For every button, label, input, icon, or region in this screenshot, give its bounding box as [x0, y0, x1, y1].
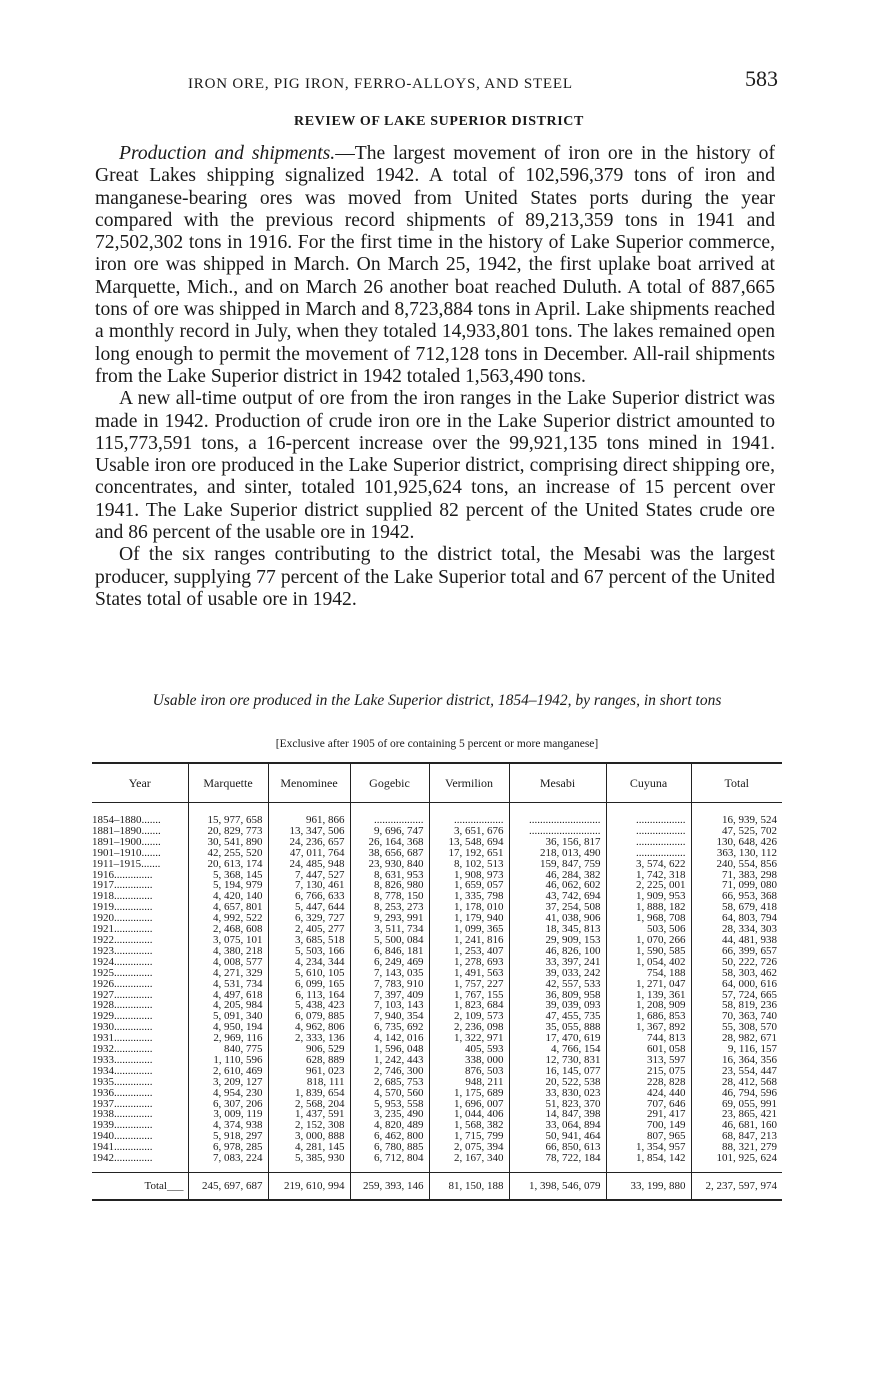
value-cell: 405, 593: [429, 1044, 509, 1055]
value-cell: 159, 847, 759: [509, 859, 606, 870]
value-cell: 1, 367, 892: [606, 1022, 691, 1033]
section-title: REVIEW OF LAKE SUPERIOR DISTRICT: [294, 114, 584, 129]
value-cell: 55, 308, 570: [691, 1022, 782, 1033]
value-cell: 2, 685, 753: [350, 1077, 429, 1088]
value-cell: 71, 099, 080: [691, 880, 782, 891]
value-cell: 4, 962, 806: [268, 1022, 350, 1033]
value-cell: 24, 236, 657: [268, 837, 350, 848]
value-cell: 2, 746, 300: [350, 1066, 429, 1077]
column-header: Marquette: [188, 763, 268, 803]
value-cell: 840, 775: [188, 1044, 268, 1055]
value-cell: 1, 659, 057: [429, 880, 509, 891]
year-cell: 1941..............: [92, 1141, 153, 1154]
value-cell: 64, 000, 616: [691, 979, 782, 990]
value-cell: 338, 000: [429, 1055, 509, 1066]
value-cell: 33, 830, 023: [509, 1088, 606, 1099]
year-cell: 1926..............: [92, 977, 153, 990]
column-header: Gogebic: [350, 763, 429, 803]
value-cell: 3, 574, 622: [606, 859, 691, 870]
value-cell: 44, 481, 938: [691, 935, 782, 946]
value-cell: 3, 000, 888: [268, 1131, 350, 1142]
value-cell: 8, 253, 273: [350, 902, 429, 913]
value-cell: 1, 757, 227: [429, 979, 509, 990]
value-cell: 47, 011, 764: [268, 848, 350, 859]
value-cell: 2, 468, 608: [188, 924, 268, 935]
value-cell: 13, 347, 506: [268, 826, 350, 837]
paragraph-production-shipments: [95, 143, 775, 388]
value-cell: 68, 847, 213: [691, 1131, 782, 1142]
value-cell: 4, 950, 194: [188, 1022, 268, 1033]
value-cell: 9, 696, 747: [350, 826, 429, 837]
value-cell: 81, 150, 188: [429, 1173, 509, 1201]
value-cell: 18, 345, 813: [509, 924, 606, 935]
value-cell: 1, 099, 365: [429, 924, 509, 935]
value-cell: 1, 139, 361: [606, 990, 691, 1001]
value-cell: ..................: [606, 803, 691, 826]
value-cell: 37, 254, 508: [509, 902, 606, 913]
value-cell: 6, 978, 285: [188, 1142, 268, 1153]
production-table: [92, 762, 782, 1201]
value-cell: 8, 102, 513: [429, 859, 509, 870]
value-cell: 1, 070, 266: [606, 935, 691, 946]
value-cell: 66, 953, 368: [691, 891, 782, 902]
value-cell: 47, 455, 735: [509, 1011, 606, 1022]
value-cell: 3, 651, 676: [429, 826, 509, 837]
value-cell: 1, 715, 799: [429, 1131, 509, 1142]
value-cell: 5, 385, 930: [268, 1153, 350, 1172]
paragraph-output: A new all-time output of ore from the iron ranges in the Lake Superior district was made in 1942. Production of crude iron ore in the Lake Superior district amounted to 115,773,591 tons, a 16-percent increase over the 99,921,135 tons mined in 1941. Usable iron ore produced in the Lake Superior district, comprising direct shipping ore, concentrates, and sinter, totaled 101,925,624 tons, an increase of 15 percent over 1941. The Lake Superior district supplied 82 percent of the United States crude ore and 86 percent of the usable ore in 1942.: [95, 388, 775, 544]
value-cell: 6, 735, 692: [350, 1022, 429, 1033]
value-cell: 6, 079, 885: [268, 1011, 350, 1022]
value-cell: 6, 249, 469: [350, 957, 429, 968]
page-number: 583: [745, 66, 778, 91]
value-cell: 1, 044, 406: [429, 1109, 509, 1120]
value-cell: 6, 113, 164: [268, 990, 350, 1001]
year-cell: Total___: [92, 1173, 188, 1201]
value-cell: 601, 058: [606, 1044, 691, 1055]
year-cell: 1881–1890.......: [92, 824, 161, 837]
year-cell: 1942..............: [92, 1152, 153, 1165]
value-cell: 4, 766, 154: [509, 1044, 606, 1055]
year-cell: 1917..............: [92, 879, 153, 892]
value-cell: 4, 420, 140: [188, 891, 268, 902]
value-cell: 7, 397, 409: [350, 990, 429, 1001]
value-cell: 1, 437, 591: [268, 1109, 350, 1120]
value-cell: 47, 525, 702: [691, 826, 782, 837]
value-cell: 700, 149: [606, 1120, 691, 1131]
value-cell: 1, 839, 654: [268, 1088, 350, 1099]
value-cell: ..........................: [509, 826, 606, 837]
value-cell: 876, 503: [429, 1066, 509, 1077]
value-cell: 291, 417: [606, 1109, 691, 1120]
value-cell: 818, 111: [268, 1077, 350, 1088]
value-cell: 1, 278, 693: [429, 957, 509, 968]
value-cell: 1, 110, 596: [188, 1055, 268, 1066]
value-cell: 66, 399, 657: [691, 946, 782, 957]
year-cell: 1923..............: [92, 944, 153, 957]
value-cell: 8, 778, 150: [350, 891, 429, 902]
year-cell: 1916..............: [92, 868, 153, 881]
value-cell: 26, 164, 368: [350, 837, 429, 848]
value-cell: 15, 977, 658: [188, 803, 268, 826]
value-cell: 58, 679, 418: [691, 902, 782, 913]
year-cell: 1920..............: [92, 912, 153, 925]
value-cell: 5, 500, 084: [350, 935, 429, 946]
table-note: [Exclusive after 1905 of ore containing 5 percent or more manganese]: [275, 738, 599, 750]
value-cell: 12, 730, 831: [509, 1055, 606, 1066]
value-cell: 88, 321, 279: [691, 1142, 782, 1153]
value-cell: 4, 281, 145: [268, 1142, 350, 1153]
table-header-row: [92, 763, 782, 803]
value-cell: ..................: [606, 837, 691, 848]
value-cell: 28, 334, 303: [691, 924, 782, 935]
column-header: Vermilion: [429, 763, 509, 803]
value-cell: 7, 143, 035: [350, 968, 429, 979]
value-cell: 1, 742, 318: [606, 870, 691, 881]
value-cell: 3, 209, 127: [188, 1077, 268, 1088]
value-cell: 754, 188: [606, 968, 691, 979]
value-cell: 23, 930, 840: [350, 859, 429, 870]
value-cell: 1, 253, 407: [429, 946, 509, 957]
value-cell: 2, 075, 394: [429, 1142, 509, 1153]
value-cell: 1, 568, 382: [429, 1120, 509, 1131]
value-cell: 64, 803, 794: [691, 913, 782, 924]
year-cell: 1891–1900.......: [92, 835, 161, 848]
value-cell: 3, 009, 119: [188, 1109, 268, 1120]
value-cell: 39, 033, 242: [509, 968, 606, 979]
value-cell: 71, 383, 298: [691, 870, 782, 881]
value-cell: 961, 023: [268, 1066, 350, 1077]
value-cell: 50, 941, 464: [509, 1131, 606, 1142]
value-cell: 46, 062, 602: [509, 880, 606, 891]
year-cell: 1911–1915.......: [92, 857, 161, 870]
value-cell: 4, 657, 801: [188, 902, 268, 913]
value-cell: 3, 075, 101: [188, 935, 268, 946]
value-cell: 1, 767, 155: [429, 990, 509, 1001]
column-header: Cuyuna: [606, 763, 691, 803]
value-cell: 1, 242, 443: [350, 1055, 429, 1066]
value-cell: 51, 823, 370: [509, 1099, 606, 1110]
value-cell: 1, 909, 953: [606, 891, 691, 902]
value-cell: 4, 380, 218: [188, 946, 268, 957]
value-cell: 3, 235, 490: [350, 1109, 429, 1120]
value-cell: 1, 908, 973: [429, 870, 509, 881]
value-cell: 1, 322, 971: [429, 1033, 509, 1044]
value-cell: ..........................: [509, 803, 606, 826]
value-cell: 36, 809, 958: [509, 990, 606, 1001]
value-cell: 6, 780, 885: [350, 1142, 429, 1153]
value-cell: 43, 742, 694: [509, 891, 606, 902]
value-cell: 7, 940, 354: [350, 1011, 429, 1022]
year-cell: 1937..............: [92, 1097, 153, 1110]
value-cell: 7, 447, 527: [268, 870, 350, 881]
value-cell: 2, 109, 573: [429, 1011, 509, 1022]
running-head: [92, 66, 778, 102]
value-cell: 4, 497, 618: [188, 990, 268, 1001]
year-cell: 1931..............: [92, 1032, 153, 1045]
running-title: IRON ORE, PIG IRON, FERRO-ALLOYS, AND STEEL: [188, 76, 573, 92]
value-cell: 70, 363, 740: [691, 1011, 782, 1022]
value-cell: 6, 307, 206: [188, 1099, 268, 1110]
column-header: Year: [92, 763, 188, 803]
value-cell: 33, 397, 241: [509, 957, 606, 968]
value-cell: 20, 613, 174: [188, 859, 268, 870]
value-cell: 5, 610, 105: [268, 968, 350, 979]
year-cell: 1901–1910.......: [92, 846, 161, 859]
value-cell: 4, 374, 938: [188, 1120, 268, 1131]
value-cell: 5, 953, 558: [350, 1099, 429, 1110]
value-cell: 7, 130, 461: [268, 880, 350, 891]
value-cell: 35, 055, 888: [509, 1022, 606, 1033]
value-cell: 23, 554, 447: [691, 1066, 782, 1077]
value-cell: 17, 470, 619: [509, 1033, 606, 1044]
value-cell: 5, 918, 297: [188, 1131, 268, 1142]
year-cell: 1919..............: [92, 901, 153, 914]
year-cell: 1922..............: [92, 933, 153, 946]
value-cell: 6, 712, 804: [350, 1153, 429, 1172]
value-cell: 36, 156, 817: [509, 837, 606, 848]
value-cell: 6, 329, 727: [268, 913, 350, 924]
value-cell: 228, 828: [606, 1077, 691, 1088]
value-cell: 363, 130, 112: [691, 848, 782, 859]
value-cell: 948, 211: [429, 1077, 509, 1088]
column-header: Mesabi: [509, 763, 606, 803]
value-cell: 1, 179, 940: [429, 913, 509, 924]
value-cell: 2, 167, 340: [429, 1153, 509, 1172]
value-cell: 2, 237, 597, 974: [691, 1173, 782, 1201]
value-cell: 46, 794, 596: [691, 1088, 782, 1099]
value-cell: 1, 596, 048: [350, 1044, 429, 1055]
table-caption: Usable iron ore produced in the Lake Superior district, 1854–1942, by ranges, in short tons: [152, 692, 722, 709]
value-cell: 2, 152, 308: [268, 1120, 350, 1131]
table-row: [92, 968, 782, 979]
table-row: [92, 859, 782, 870]
year-cell: 1925..............: [92, 966, 153, 979]
value-cell: 7, 103, 143: [350, 1000, 429, 1011]
value-cell: 1, 696, 007: [429, 1099, 509, 1110]
value-cell: 2, 225, 001: [606, 880, 691, 891]
value-cell: 57, 724, 665: [691, 990, 782, 1001]
value-cell: 8, 631, 953: [350, 870, 429, 881]
value-cell: 503, 506: [606, 924, 691, 935]
value-cell: 17, 192, 651: [429, 848, 509, 859]
year-cell: 1939..............: [92, 1119, 153, 1132]
value-cell: 259, 393, 146: [350, 1173, 429, 1201]
value-cell: 2, 969, 116: [188, 1033, 268, 1044]
value-cell: 215, 075: [606, 1066, 691, 1077]
value-cell: 14, 847, 398: [509, 1109, 606, 1120]
total-row: [92, 1173, 782, 1201]
year-cell: 1930..............: [92, 1021, 153, 1034]
value-cell: 20, 829, 773: [188, 826, 268, 837]
value-cell: 1, 354, 957: [606, 1142, 691, 1153]
value-cell: 24, 485, 948: [268, 859, 350, 870]
year-cell: 1924..............: [92, 955, 153, 968]
year-cell: 1854–1880.......: [92, 814, 161, 826]
value-cell: 46, 284, 382: [509, 870, 606, 881]
year-cell: 1918..............: [92, 890, 153, 903]
value-cell: 4, 954, 230: [188, 1088, 268, 1099]
value-cell: 4, 234, 344: [268, 957, 350, 968]
value-cell: 1, 590, 585: [606, 946, 691, 957]
value-cell: 2, 610, 469: [188, 1066, 268, 1077]
value-cell: 245, 697, 687: [188, 1173, 268, 1201]
value-cell: 4, 531, 734: [188, 979, 268, 990]
value-cell: 744, 813: [606, 1033, 691, 1044]
value-cell: 1, 054, 402: [606, 957, 691, 968]
value-cell: 50, 222, 726: [691, 957, 782, 968]
value-cell: 23, 865, 421: [691, 1109, 782, 1120]
value-cell: 4, 992, 522: [188, 913, 268, 924]
year-cell: 1933..............: [92, 1053, 153, 1066]
value-cell: 13, 548, 694: [429, 837, 509, 848]
value-cell: 1, 398, 546, 079: [509, 1173, 606, 1201]
value-cell: 42, 557, 533: [509, 979, 606, 990]
value-cell: 20, 522, 538: [509, 1077, 606, 1088]
value-cell: 906, 529: [268, 1044, 350, 1055]
value-cell: 3, 685, 518: [268, 935, 350, 946]
value-cell: 961, 866: [268, 803, 350, 826]
value-cell: 46, 681, 160: [691, 1120, 782, 1131]
year-cell: 1940..............: [92, 1130, 153, 1143]
value-cell: 41, 038, 906: [509, 913, 606, 924]
value-cell: 1, 335, 798: [429, 891, 509, 902]
value-cell: 4, 205, 984: [188, 1000, 268, 1011]
value-cell: 28, 412, 568: [691, 1077, 782, 1088]
column-header: Total: [691, 763, 782, 803]
table-row: [92, 803, 782, 826]
value-cell: 58, 819, 236: [691, 1000, 782, 1011]
value-cell: 5, 194, 979: [188, 880, 268, 891]
value-cell: 240, 554, 856: [691, 859, 782, 870]
value-cell: 3, 511, 734: [350, 924, 429, 935]
value-cell: ..................: [606, 826, 691, 837]
value-cell: 16, 939, 524: [691, 803, 782, 826]
value-cell: 9, 116, 157: [691, 1044, 782, 1055]
value-cell: 5, 091, 340: [188, 1011, 268, 1022]
value-cell: 101, 925, 624: [691, 1153, 782, 1172]
year-cell: 1935..............: [92, 1075, 153, 1088]
value-cell: 218, 013, 490: [509, 848, 606, 859]
value-cell: 6, 462, 800: [350, 1131, 429, 1142]
value-cell: 1, 968, 708: [606, 913, 691, 924]
table-body: [92, 803, 782, 1201]
value-cell: 42, 255, 520: [188, 848, 268, 859]
table-row: [92, 1153, 782, 1172]
year-cell: 1932..............: [92, 1043, 153, 1056]
paragraph-body: —The largest movement of iron ore in the history of Great Lakes shipping signalized 1942. A total of 102,596,379 tons of iron and manganese-bearing ores was moved from United States ports during the year compared with the previous record shipments of 89,213,359 tons in 1941 and 72,502,302 tons in 1916. For the first time in the history of Lake Superior commerce, iron ore was shipped in March. On March 25, 1942, the first uplake boat arrived at Marquette, Mich., and on March 26 another boat reached Duluth. A total of 887,665 tons of ore was shipped in March and 8,723,884 tons in April. Lake shipments reached a monthly record in July, when they totaled 14,933,801 tons. The lakes remained open long enough to permit the movement of 712,128 tons in December. All-rail shipments from the Lake Superior district in 1942 totaled 1,563,490 tons.: [95, 143, 775, 387]
table-row: [92, 1088, 782, 1099]
value-cell: 424, 440: [606, 1088, 691, 1099]
value-cell: 1, 491, 563: [429, 968, 509, 979]
value-cell: ..................: [429, 803, 509, 826]
value-cell: 1, 686, 853: [606, 1011, 691, 1022]
value-cell: 29, 909, 153: [509, 935, 606, 946]
value-cell: 66, 850, 613: [509, 1142, 606, 1153]
year-cell: 1927..............: [92, 988, 153, 1001]
year-cell: 1936..............: [92, 1086, 153, 1099]
value-cell: 78, 722, 184: [509, 1153, 606, 1172]
value-cell: 7, 783, 910: [350, 979, 429, 990]
value-cell: 2, 333, 136: [268, 1033, 350, 1044]
value-cell: 219, 610, 994: [268, 1173, 350, 1201]
value-cell: 1, 175, 689: [429, 1088, 509, 1099]
value-cell: 33, 199, 880: [606, 1173, 691, 1201]
value-cell: 28, 982, 671: [691, 1033, 782, 1044]
value-cell: 6, 846, 181: [350, 946, 429, 957]
value-cell: 38, 656, 687: [350, 848, 429, 859]
value-cell: 130, 648, 426: [691, 837, 782, 848]
value-cell: 1, 241, 816: [429, 935, 509, 946]
value-cell: 6, 766, 633: [268, 891, 350, 902]
value-cell: 1, 178, 010: [429, 902, 509, 913]
value-cell: 5, 503, 166: [268, 946, 350, 957]
value-cell: 69, 055, 991: [691, 1099, 782, 1110]
value-cell: ..................: [606, 848, 691, 859]
value-cell: 807, 965: [606, 1131, 691, 1142]
paragraph-lead: Production and shipments.: [119, 143, 336, 164]
value-cell: 4, 271, 329: [188, 968, 268, 979]
value-cell: 6, 099, 165: [268, 979, 350, 990]
table-row: [92, 848, 782, 859]
value-cell: 1, 208, 909: [606, 1000, 691, 1011]
value-cell: 33, 064, 894: [509, 1120, 606, 1131]
table-row: [92, 979, 782, 990]
value-cell: 1, 854, 142: [606, 1153, 691, 1172]
value-cell: 30, 541, 890: [188, 837, 268, 848]
value-cell: 1, 271, 047: [606, 979, 691, 990]
value-cell: 313, 597: [606, 1055, 691, 1066]
year-cell: 1928..............: [92, 999, 153, 1012]
value-cell: ..................: [350, 803, 429, 826]
value-cell: 4, 008, 577: [188, 957, 268, 968]
value-cell: 1, 888, 182: [606, 902, 691, 913]
year-cell: 1929..............: [92, 1010, 153, 1023]
value-cell: 5, 438, 423: [268, 1000, 350, 1011]
value-cell: 4, 570, 560: [350, 1088, 429, 1099]
value-cell: 1, 823, 684: [429, 1000, 509, 1011]
value-cell: 2, 568, 204: [268, 1099, 350, 1110]
value-cell: 39, 039, 093: [509, 1000, 606, 1011]
value-cell: 46, 826, 100: [509, 946, 606, 957]
value-cell: 5, 447, 644: [268, 902, 350, 913]
value-cell: 7, 083, 224: [188, 1153, 268, 1172]
year-cell: 1921..............: [92, 923, 153, 936]
value-cell: 9, 293, 991: [350, 913, 429, 924]
year-cell: 1938..............: [92, 1108, 153, 1121]
value-cell: 628, 889: [268, 1055, 350, 1066]
value-cell: 4, 142, 016: [350, 1033, 429, 1044]
paragraph-ranges: Of the six ranges contributing to the district total, the Mesabi was the largest producer, supplying 77 percent of the Lake Superior total and 67 percent of the United States total of usable ore in 1942.: [95, 544, 775, 610]
value-cell: 16, 364, 356: [691, 1055, 782, 1066]
value-cell: 5, 368, 145: [188, 870, 268, 881]
column-header: Menominee: [268, 763, 350, 803]
body-text: [95, 143, 775, 611]
value-cell: 2, 236, 098: [429, 1022, 509, 1033]
value-cell: 4, 820, 489: [350, 1120, 429, 1131]
year-cell: 1934..............: [92, 1064, 153, 1077]
value-cell: 16, 145, 077: [509, 1066, 606, 1077]
value-cell: 8, 826, 980: [350, 880, 429, 891]
value-cell: 2, 405, 277: [268, 924, 350, 935]
value-cell: 707, 646: [606, 1099, 691, 1110]
value-cell: 58, 303, 462: [691, 968, 782, 979]
